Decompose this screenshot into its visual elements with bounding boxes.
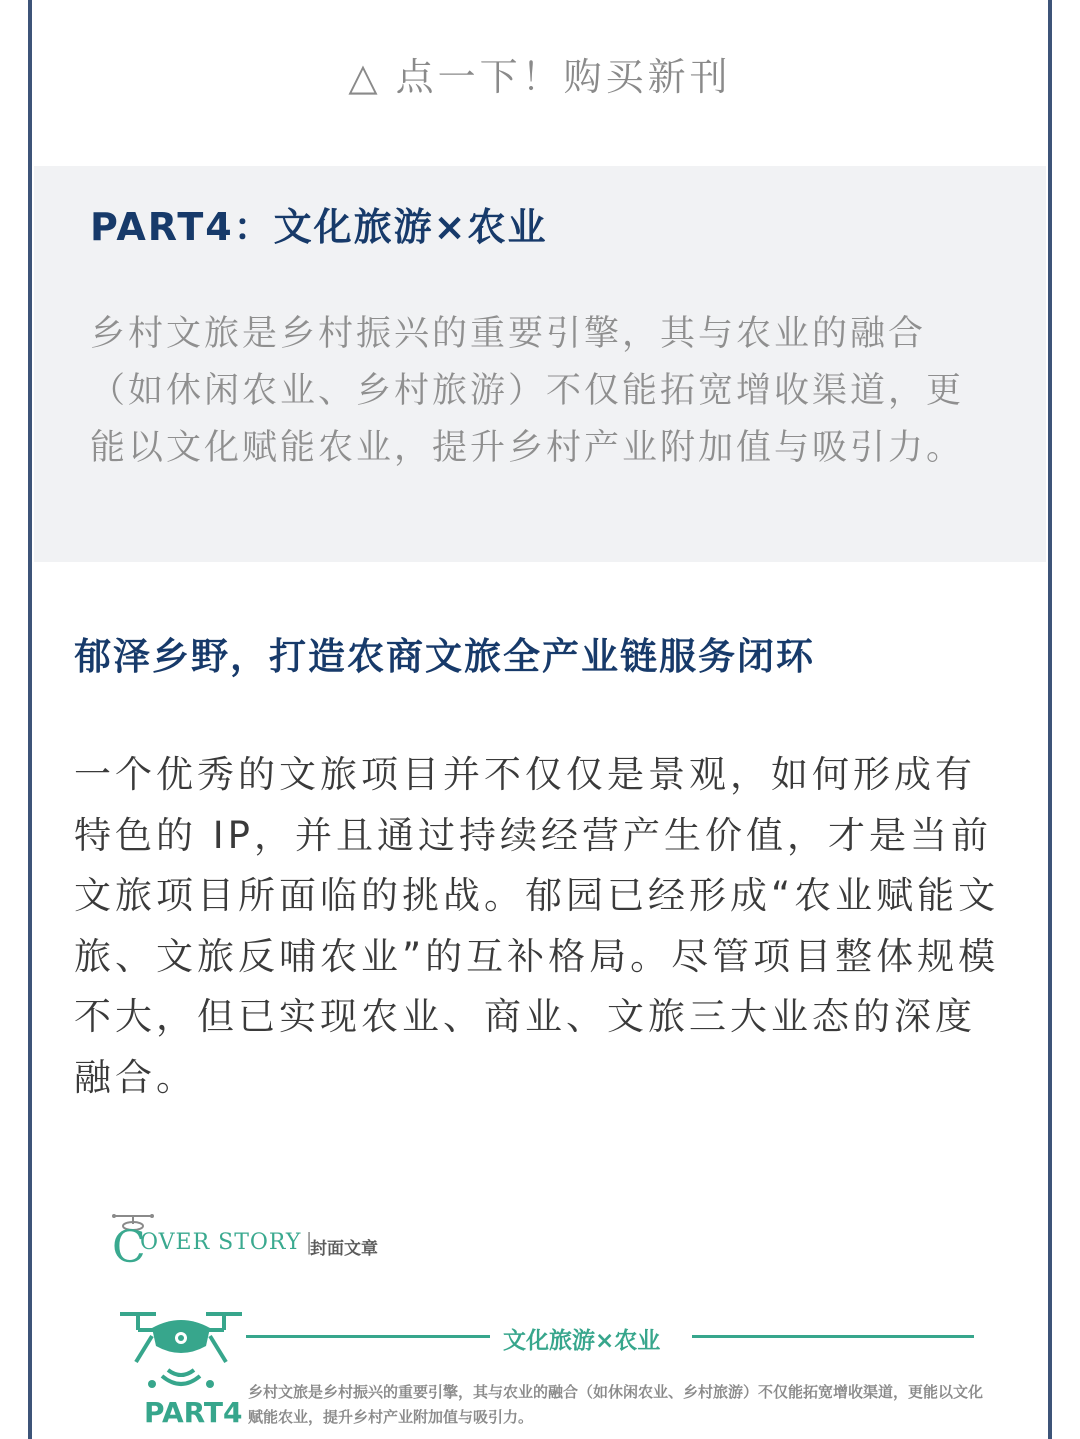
part-description: 乡村文旅是乡村振兴的重要引擎，其与农业的融合（如休闲农业、乡村旅游）不仅能拓宽增收渠道，更能以文化赋能农业，提升乡村产业附加值与吸引力。 (90, 314, 965, 468)
cover-story-text: OVER STORY (140, 1230, 302, 1255)
drone-illustration-icon (116, 1306, 246, 1394)
article-image-part-label: PART4 (144, 1396, 243, 1429)
buy-link-label: 点一下！购买新刊 (395, 55, 732, 99)
cover-story-chinese: 封面文章 (310, 1239, 378, 1259)
section-heading: 郁泽乡野，打造农商文旅全产业链服务闭环 (74, 635, 815, 678)
part-title: PART4：文化旅游×农业 (90, 205, 548, 249)
article-image-title: 文化旅游×农业 (503, 1328, 661, 1354)
cover-separator: | (305, 1230, 314, 1255)
right-frame-border (1048, 0, 1052, 1439)
buy-new-issue-link[interactable] (0, 46, 1080, 101)
title-rule-left (246, 1335, 490, 1338)
title-rule-right (692, 1335, 974, 1338)
cover-initial: C (112, 1222, 146, 1268)
section-body-paragraph: 一个优秀的文旅项目并不仅仅是景观，如何形成有特色的 IP，并且通过持续经营产生价值，才是当前文旅项目所面临的挑战。郁园已经形成“农业赋能文旅、文旅反哺农业”的互补格局。尽管项目整体规模不大，但已实现农业、商业、文旅三大业态的深度融合。 (74, 753, 1000, 1099)
triangle-up-icon: △ (348, 55, 382, 99)
left-frame-border (28, 0, 32, 1439)
article-image-description: 乡村文旅是乡村振兴的重要引擎，其与农业的融合（如休闲农业、乡村旅游）不仅能拓宽增收渠道，更能以文化赋能农业，提升乡村产业附加值与吸引力。 (248, 1383, 984, 1426)
cover-story-label (140, 1230, 318, 1255)
